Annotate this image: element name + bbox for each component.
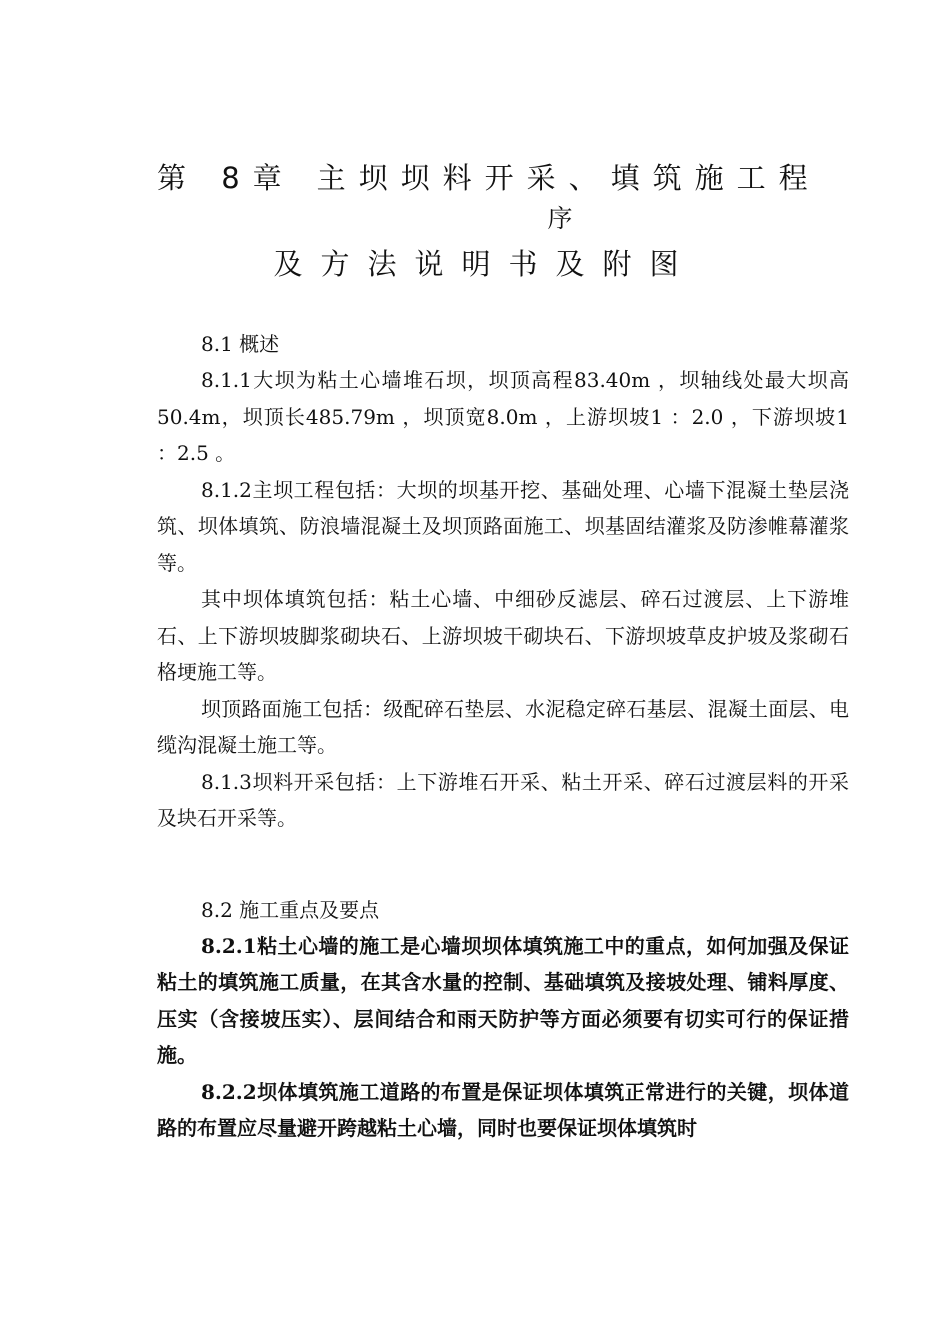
paragraph-8-1-3: 8.1.3坝料开采包括：上下游堆石开采、粘土开采、碎石过渡层料的开采及块石开采等。: [157, 769, 849, 830]
section-heading-8-2: 8.2 施工重点及要点: [201, 897, 380, 922]
paragraph-8-2-1: 8.2.1粘土心墙的施工是心墙坝坝体填筑施工中的重点，如何加强及保证粘土的填筑施工质量，在其含水量的控制、基础填筑及接坡处理、铺料厚度、压实（含接坡压实）、层间结合和雨天防护等方面必须要有切实可行的保证措施。: [157, 933, 849, 1067]
paragraph-8-2-2: 8.2.2坝体填筑施工道路的布置是保证坝体填筑正常进行的关键，坝体道路的布置应尽量避开跨越粘土心墙，同时也要保证坝体填筑时: [157, 1079, 849, 1140]
chapter-title-line2: 及方法说明书及附图: [273, 247, 697, 281]
paragraph-8-1-2: 8.1.2主坝工程包括：大坝的坝基开挖、基础处理、心墙下混凝土垫层浇筑、坝体填筑、防浪墙混凝土及坝顶路面施工、坝基固结灌浆及防渗帷幕灌浆等。: [157, 477, 849, 575]
chapter-title-wrap: 序: [547, 204, 573, 233]
chapter-title-main: 主坝坝料开采、填筑施工程: [316, 161, 821, 195]
paragraph-crest-road: 坝顶路面施工包括：级配碎石垫层、水泥稳定碎石基层、混凝土面层、电缆沟混凝土施工等。: [157, 696, 849, 757]
chapter-number: 第 8章: [157, 161, 295, 195]
paragraph-dam-fill: 其中坝体填筑包括：粘土心墙、中细砂反滤层、碎石过渡层、上下游堆石、上下游坝坡脚浆砌块石、上游坝坡干砌块石、下游坝坡草皮护坡及浆砌石格埂施工等。: [157, 587, 849, 684]
section-spacer: [157, 837, 849, 892]
section-heading-8-1: 8.1 概述: [201, 332, 280, 356]
paragraph-8-1-1: 8.1.1大坝为粘土心墙堆石坝，坝顶高程83.40m ，坝轴线处最大坝高50.4m，坝顶长485.79m ，坝顶宽8.0m ，上游坝坡1 ：2.0 ，下游坝坡1 ：2.5 。: [157, 368, 849, 465]
document-body: [157, 326, 849, 1147]
chapter-title-line1: [157, 158, 847, 198]
